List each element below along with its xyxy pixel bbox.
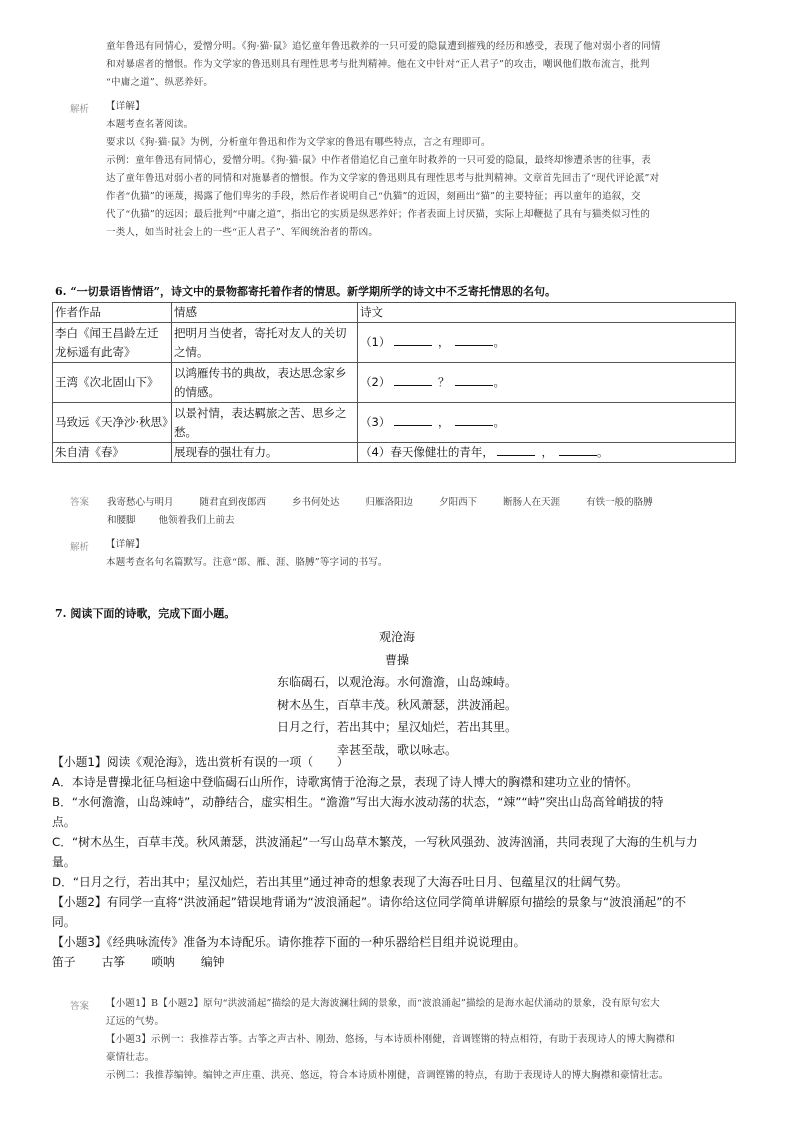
answer-line: 【小题3】示例一：我推荐古筝。古筝之声古朴、刚劲、悠扬，与本诗质朴刚健，音调铿锵的特点相符，有助于表现诗人的博大胸襟和: [106, 1034, 675, 1045]
q6-heading: 6. “一切景语皆情语”，诗文中的景物都寄托着作者的情思。新学期所学的诗文中不乏寄托情思的名句。: [55, 285, 556, 298]
poem-line: 幸甚至哉，歌以咏志。: [336, 742, 457, 757]
emotion-cell: 以鸿雁传书的典故，表达思念家乡的情感。: [172, 363, 358, 403]
answer-item: 随君直到夜郎西: [199, 497, 267, 508]
instrument-option[interactable]: 唢呐: [151, 955, 175, 969]
analysis-line: 示例：童年鲁迅有同情心，爱憎分明。《狗·猫·鼠》中作者借追忆自己童年时救养的一只可爱的隐鼠，最终却惨遭杀害的往事，表: [106, 155, 651, 166]
emotion-cell: 以景衬情，表达羁旅之苦、思乡之愁。: [172, 403, 358, 443]
fill-blank[interactable]: [455, 333, 493, 346]
option-d[interactable]: D．“日月之行，若出其中；星汉灿烂，若出其里”通过神奇的想象表现了大海吞吐日月、包蕴星汉的壮阔气势。: [52, 875, 628, 889]
q6-table: [52, 302, 736, 463]
analysis-line: 要求以《狗·猫·鼠》为例，分析童年鲁迅和作为文学家的鲁迅有哪些特点，言之有理即可。: [106, 137, 491, 148]
table-row: [53, 323, 736, 363]
table-header-row: [53, 303, 736, 323]
emotion-cell: 展现春的强壮有力。: [172, 443, 358, 463]
blank-prefix: （1）: [360, 335, 391, 349]
answer-line: 【小题1】B【小题2】原句“洪波涌起”描绘的是大海波澜壮阔的景象，而“波浪涌起”描绘的是海水起伏涌动的景象，没有原句宏大: [106, 998, 660, 1009]
option-c[interactable]: C．“树木丛生，百草丰茂。秋风萧瑟，洪波涌起”一写山岛草木繁茂，一写秋风强劲、波涛汹涌，共同表现了大海的生机与力: [52, 835, 698, 849]
subquestion-1: 【小题1】阅读《观沧海》，选出赏析有误的一项（ ）: [52, 755, 349, 769]
subquestion-2: 【小题2】有同学一直将“洪波涌起”错误地背诵为“波浪涌起”。请你给这位同学简单讲解原句描绘的景象与“波浪涌起”的不: [52, 895, 687, 909]
answer-item: 他领着我们上前去: [158, 515, 235, 526]
poem-cell: [358, 403, 736, 443]
emotion-cell: 把明月当使者，寄托对友人的关切之情。: [172, 323, 358, 363]
option-b[interactable]: B．“水何澹澹，山岛竦峙”，动静结合，虚实相生。“澹澹”写出大海水波动荡的状态，“竦”“峙”突出山岛高耸峭拔的特: [52, 795, 664, 809]
poem-author: 曹操: [384, 652, 409, 667]
blank-separator: ，: [437, 335, 450, 349]
answer-item: 有铁一般的胳膊: [586, 497, 653, 508]
work-cell: 李白《闻王昌龄左迁龙标遥有此寄》: [53, 323, 172, 363]
instrument-option[interactable]: 编钟: [200, 955, 225, 969]
fill-blank[interactable]: [455, 373, 493, 386]
subquestion-3: 【小题3】《经典咏流传》准备为本诗配乐。请你推荐下面的一种乐器给栏目组并说说理由。: [52, 935, 526, 949]
top-answer-line: “中庸之道”、纵恶养奸。: [106, 77, 214, 88]
fill-blank[interactable]: [559, 443, 597, 456]
fill-blank[interactable]: [497, 443, 535, 456]
fill-blank[interactable]: [394, 413, 432, 426]
answer-item: 和腰脚: [107, 515, 136, 526]
answer-tag: 答案: [70, 497, 90, 508]
answer-line: 示例二：我推荐编钟。编钟之声庄重、洪亮、悠远，符合本诗质朴刚健，音调铿锵的特点，有助于表现诗人的博大胸襟和豪情壮志。: [106, 1070, 669, 1081]
answer-item: 归雁洛阳边: [365, 497, 414, 508]
blank-end: 。: [493, 335, 505, 349]
instrument-list: [52, 952, 742, 972]
instrument-option[interactable]: 古筝: [101, 955, 126, 969]
blank-end: 。: [493, 415, 505, 429]
option-c-cont: 量。: [52, 855, 76, 869]
blank-separator: ，: [437, 415, 450, 429]
poem-cell: [358, 443, 736, 463]
table-header: 诗文: [358, 303, 736, 323]
top-answer-line: 和对暴虐者的憎恨。作为文学家的鲁迅则具有理性思考与批判精神。他在文中针对“正人君子”的攻击，嘲讽他们散布流言，批判: [106, 59, 650, 70]
analysis-line: 一类人，如当时社会上的一些“正人君子”、军阀统治者的帮凶。: [106, 227, 379, 238]
work-cell: 马致远《天净沙·秋思》: [53, 403, 172, 443]
poem-cell: [358, 323, 736, 363]
fill-blank[interactable]: [394, 373, 432, 386]
blank-separator: ，: [541, 445, 553, 459]
blank-prefix: （4）春天像健壮的青年，: [360, 445, 494, 459]
poem-cell: [358, 363, 736, 403]
q7-subquestions: [52, 752, 742, 972]
top-answer-line: 童年鲁迅有同情心，爱憎分明。《狗·猫·鼠》追忆童年鲁迅救养的一只可爱的隐鼠遭到摧残的经历和感受，表现了他对弱小者的同情: [106, 41, 661, 52]
analysis-line: 【详解】: [106, 101, 145, 112]
answer-item: 断肠人在天涯: [503, 497, 561, 508]
table-row: [53, 363, 736, 403]
answer-line: 豪情壮志。: [106, 1052, 155, 1063]
table-row: [53, 443, 736, 463]
option-b-cont: 点。: [52, 815, 76, 829]
analysis-line: 代了“仇猫”的远因；最后批判“中庸之道”，指出它的实质是纵恶养奸；作者表面上讨厌猫，实际上却鞭挞了具有与猫类似习性的: [106, 209, 651, 220]
answer-line: 辽远的气势。: [106, 1016, 165, 1027]
poem-line: 日月之行，若出其中；星汉灿烂，若出其里。: [276, 720, 517, 734]
analysis-line: 达了童年鲁迅对弱小者的同情和对施暴者的憎恨。作为文学家的鲁迅则具有理性思考与批判精神。文章首先回击了“现代评论派”对: [106, 173, 660, 184]
analysis-line: 作者“仇猫”的诬蔑，揭露了他们卑劣的手段，然后作者说明自己“仇猫”的近因，刻画出“猫”的主要特征；再以童年的追叙，交: [106, 191, 641, 202]
instrument-option[interactable]: 笛子: [52, 955, 76, 969]
answer-item: 夕阳西下: [439, 497, 478, 508]
poem-line: 东临碣石，以观沧海。水何澹澹，山岛竦峙。: [276, 675, 517, 689]
q7-answer-block: [106, 995, 726, 1085]
fill-blank[interactable]: [394, 333, 432, 346]
blank-prefix: （2）: [360, 375, 391, 389]
poem-title: 观沧海: [378, 630, 415, 644]
work-cell: 朱自清《春》: [53, 443, 172, 463]
analysis-line: 【详解】: [106, 539, 145, 550]
q7-heading: 7. 阅读下面的诗歌，完成下面小题。: [55, 607, 236, 620]
top-answer-block: [106, 38, 726, 92]
analysis-block: [106, 98, 726, 242]
fill-blank[interactable]: [455, 413, 493, 426]
subquestion-2-cont: 同。: [52, 915, 76, 929]
analysis-tag: 解析: [70, 104, 90, 115]
analysis-line: 本题考查名著阅读。: [106, 119, 194, 130]
answer-item: 我寄愁心与明月: [107, 497, 174, 508]
q6-analysis-block: [106, 536, 726, 572]
blank-prefix: （3）: [360, 415, 391, 429]
blank-end: 。: [493, 375, 505, 389]
blank-end: 。: [596, 445, 609, 459]
poem-line: 树木丛生，百草丰茂。秋风萧瑟，洪波涌起。: [276, 697, 517, 712]
table-header: 作者作品: [53, 303, 172, 323]
analysis-line: 本题考查名句名篇默写。注意“郎、雁、涯、胳膊”等字词的书写。: [106, 557, 388, 568]
answer-item: 乡书何处达: [292, 497, 340, 508]
option-a[interactable]: A．本诗是曹操北征乌桓途中登临碣石山所作，诗歌寓情于沧海之景，表现了诗人博大的胸襟和建功立业的情怀。: [52, 775, 639, 789]
table-header: 情感: [172, 303, 358, 323]
q6-answers-row2: [107, 512, 255, 526]
q6-answers-row: [107, 494, 747, 508]
work-cell: 王湾《次北固山下》: [53, 363, 172, 403]
blank-separator: ？: [437, 375, 450, 389]
table-row: [53, 403, 736, 443]
answer-tag: 答案: [70, 1001, 90, 1012]
analysis-tag: 解析: [70, 542, 90, 553]
poem-block: [0, 626, 794, 761]
